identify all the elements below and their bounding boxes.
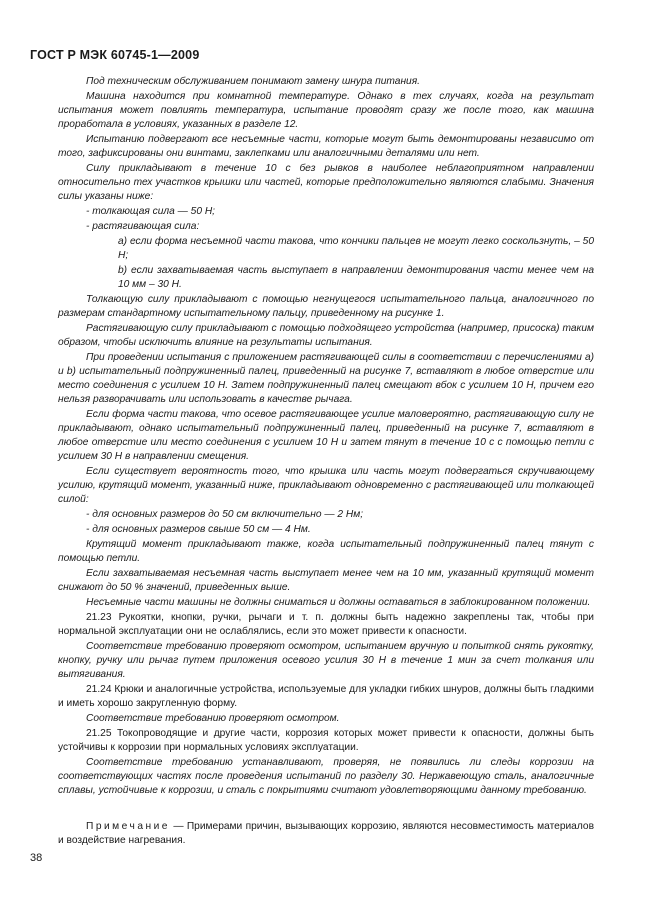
paragraph: Соответствие требованию устанавливают, проверяя, не появились ли следы коррозии на соответствующих частях после проведения испытаний по разделу 30. Нержавеющую сталь, аналогичные сплавы, устойчивые к коррозии, и сталь с покрытиями считают удовлетворяющими данному требованию. [58,757,594,796]
note-paragraph [58,820,594,848]
paragraph: 21.23 Рукоятки, кнопки, ручки, рычаги и т. п. должны быть надежно закреплены так, чтобы при нормальной эксплуатации они не ослаблялись, если это может привести к опасности. [58,612,594,637]
paragraph: Толкающую силу прикладывают с помощью негнущегося испытательного пальца, аналогичного по размерам стандартному испытательному пальцу, приведенному на рисунке 1. [58,294,594,319]
paragraph: Испытанию подвергают все несъемные части, которые могут быть демонтированы независимо от того, зафиксированы они винтами, заклепками или аналогичными деталями или нет. [58,134,594,159]
paragraph: - для основных размеров свыше 50 см — 4 Нм. [86,524,311,535]
paragraph: - толкающая сила — 50 Н; [86,206,216,217]
paragraph: При проведении испытания с приложением растягивающей силы в соответствии с перечислениями a) и b) испытательный подпружиненный палец, приведенный на рисунке 7, вставляют в любое отверстие или место соединения с усилием 10 Н. Затем подпружиненный палец смещают вбок с усилием 10 Н, причем его нельзя разворачивать или использовать в качестве рычага. [58,352,594,405]
document-header: ГОСТ Р МЭК 60745-1—2009 [30,48,200,62]
page-number: 38 [30,852,43,864]
paragraph: Если существует вероятность того, что крышка или часть могут подвергаться скручивающему усилию, крутящий момент, указанный ниже, прикладывают одновременно с растягивающей или толкающей силой: [58,466,594,505]
paragraph: - растягивающая сила: [86,221,200,232]
paragraph: Если захватываемая несъемная часть выступает менее чем на 10 мм, указанный крутящий момент снижают до 50 % значений, приведенных выше. [58,568,594,593]
note-text: — Примерами причин, вызывающих коррозию, являются несовместимость материалов и воздействие нагревания. [58,821,594,846]
paragraph: Силу прикладывают в течение 10 с без рывков в наиболее неблагоприятном направлении относительно тех участков крышки или частей, которые предположительно являются слабыми. Значения силы указаны ниже: [58,163,594,202]
paragraph: - для основных размеров до 50 см включительно — 2 Нм; [86,509,364,520]
paragraph: b) если захватываемая часть выступает в направлении демонтирования части менее чем на 10 мм – 30 Н. [118,265,594,290]
paragraph: Растягивающую силу прикладывают с помощью подходящего устройства (например, присоска) таким образом, чтобы исключить влияние на результаты испытания. [58,323,594,348]
document-body [58,75,594,849]
paragraph: 21.24 Крюки и аналогичные устройства, используемые для укладки гибких шнуров, должны быть гладкими и иметь хорошо закругленную форму. [58,684,594,709]
paragraph: 21.25 Токопроводящие и другие части, коррозия которых может привести к опасности, должны быть устойчивы к коррозии при нормальных условиях эксплуатации. [58,728,594,753]
paragraph-list [58,75,594,798]
paragraph: Крутящий момент прикладывают также, когда испытательный подпружиненный палец тянут с помощью петли. [58,539,594,564]
paragraph: Соответствие требованию проверяют осмотром, испытанием вручную и попыткой снять рукоятку, кнопку, ручку или рычаг путем приложения осевого усилия 30 Н в течение 1 мин за счет толкания или вытягивания. [58,641,594,680]
paragraph: Под техническим обслуживанием понимают замену шнура питания. [86,76,420,87]
paragraph: Соответствие требованию проверяют осмотром. [86,713,340,724]
note-label: Примечание [86,821,170,832]
paragraph: Машина находится при комнатной температуре. Однако в тех случаях, когда на результат испытания может повлиять температура, испытание проводят сразу же после того, как машина проработала в условиях, указанных в разделе 12. [58,91,594,130]
paragraph: Несъемные части машины не должны сниматься и должны оставаться в заблокированном положении. [86,597,591,608]
paragraph: Если форма части такова, что осевое растягивающее усилие маловероятно, растягивающую силу не прикладывают, однако испытательный подпружиненный палец, приведенный на рисунке 7, вставляют в любое отверстие или место соединения с усилием 10 Н и затем тянут в течение 10 с с помощью петли с усилием 30 Н в направлении смещения. [58,409,594,462]
paragraph: a) если форма несъемной части такова, что кончики пальцев не могут легко соскользнуть, – 50 Н; [118,236,594,261]
